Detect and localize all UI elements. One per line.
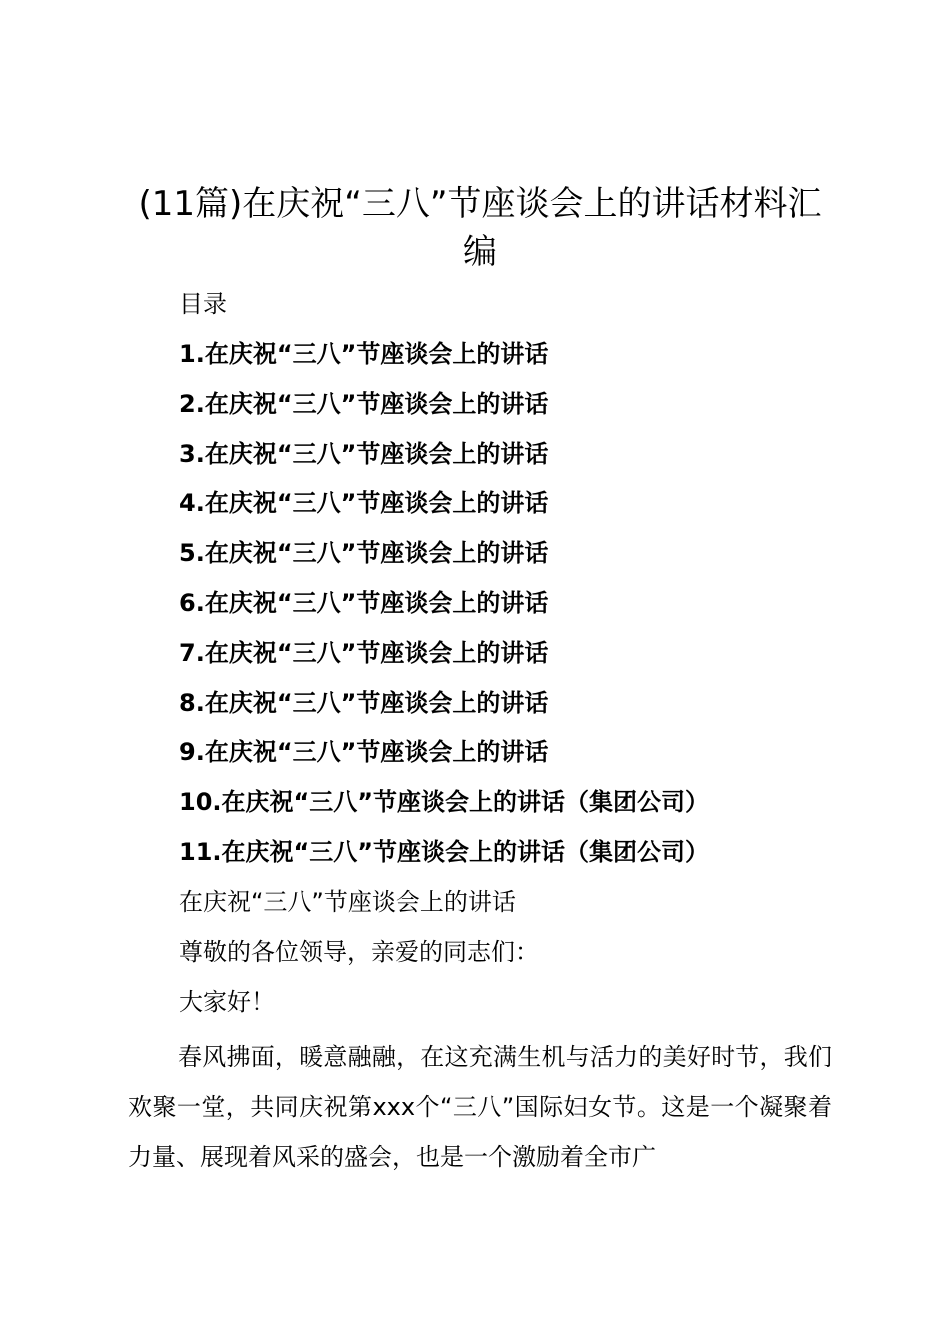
toc-item: 5.在庆祝“三八”节座谈会上的讲话 — [179, 539, 549, 568]
toc-item: 3.在庆祝“三八”节座谈会上的讲话 — [179, 439, 549, 468]
body-paragraph: 春风拂面，暖意融融，在这充满生机与活力的美好时节，我们欢聚一堂，共同庆祝第xxx个“三八”国际妇女节。这是一个凝聚着力量、展现着风采的盛会，也是一个激励着全市广 — [128, 1043, 832, 1171]
greeting: 大家好！ — [179, 988, 275, 1016]
salutation: 尊敬的各位领导，亲爱的同志们： — [179, 938, 539, 966]
toc-item: 9.在庆祝“三八”节座谈会上的讲话 — [179, 738, 549, 767]
toc-item: 4.在庆祝“三八”节座谈会上的讲话 — [179, 489, 549, 518]
table-of-contents — [179, 334, 709, 882]
toc-item: 1.在庆祝“三八”节座谈会上的讲话 — [179, 340, 549, 368]
toc-item: 8.在庆祝“三八”节座谈会上的讲话 — [179, 688, 549, 717]
document-title: (11篇)在庆祝“三八”节座谈会上的讲话材料汇编 — [138, 184, 822, 272]
toc-item: 7.在庆祝“三八”节座谈会上的讲话 — [179, 638, 549, 667]
toc-item: 6.在庆祝“三八”节座谈会上的讲话 — [179, 588, 549, 617]
toc-item: 10.在庆祝“三八”节座谈会上的讲话（集团公司） — [179, 788, 710, 817]
toc-item: 2.在庆祝“三八”节座谈会上的讲话 — [179, 389, 549, 418]
section-title: 在庆祝“三八”节座谈会上的讲话 — [179, 888, 516, 916]
toc-item: 11.在庆祝“三八”节座谈会上的讲话（集团公司） — [179, 837, 710, 866]
toc-heading: 目录 — [179, 290, 227, 318]
